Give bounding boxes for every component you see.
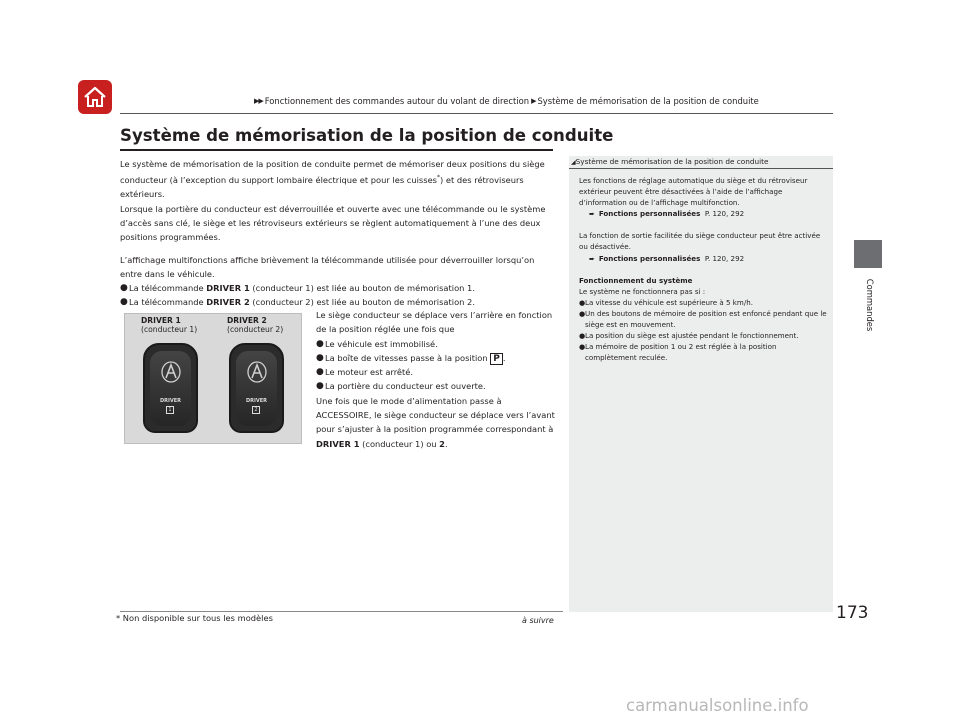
breadcrumb-arrow-icon: ▶ <box>531 97 536 105</box>
bullet-icon: ● <box>316 367 324 378</box>
column-paragraph-1: Le siège conducteur se déplace vers l’arrière en fonction de la position réglée une fois que <box>316 310 553 335</box>
sidebar-paragraph: Le système ne fonctionnera pas si : <box>579 286 706 296</box>
continued-label: à suivre <box>522 616 554 625</box>
intro-paragraph-1: Le système de mémorisation de la position de conduite permet de mémoriser deux positions du siège conducteur (à l’exception du support lombaire électrique et pour les cuisses*) et des rétroviseurs extérieurs. <box>120 159 545 200</box>
notes-sidebar <box>569 156 833 612</box>
park-position-icon: P <box>490 353 503 365</box>
cross-reference-link[interactable]: ➨ Fonctions personnalisées P. 120, 292 <box>589 209 745 219</box>
page-number: 173 <box>836 603 869 623</box>
footnote: * Non disponible sur tous les modèles <box>116 613 273 623</box>
bullet-icon: ● <box>120 283 128 294</box>
bullet-icon: ● <box>579 342 586 352</box>
fob-number: 2 <box>252 406 260 414</box>
list-item: ● Le véhicule est immobilisé. <box>316 337 556 351</box>
cross-reference-link[interactable]: ➨ Fonctions personnalisées P. 120, 292 <box>589 253 745 263</box>
sidebar-paragraph: La fonction de sortie facilitée du siège conducteur peut être activée ou désactivée. <box>579 231 821 252</box>
note-marker-icon: ◢ <box>571 159 576 166</box>
breadcrumb <box>254 96 834 106</box>
bullet-icon: ● <box>316 381 324 392</box>
fob-label-driver-1: DRIVER 1 (conducteur 1) <box>141 316 198 335</box>
fob-label-driver-2: DRIVER 2 (conducteur 2) <box>227 316 284 335</box>
list-item: ● Le moteur est arrêté. <box>316 365 556 379</box>
remote-fob-driver-1 <box>143 343 198 433</box>
header-rule <box>120 113 833 114</box>
watermark: carmanualsonline.info <box>626 696 809 715</box>
seat-movement-text <box>316 308 556 451</box>
sidebar-heading: Fonctionnement du système <box>579 275 693 285</box>
reference-arrow-icon: ➨ <box>589 210 595 219</box>
intro-text <box>120 157 556 310</box>
list-item: ● La boîte de vitesses passe à la position P . <box>316 352 506 364</box>
fob-driver-text: DRIVER <box>160 398 181 404</box>
home-button[interactable] <box>78 80 112 114</box>
home-icon <box>82 84 108 110</box>
chapter-label: Commandes <box>865 278 875 332</box>
remote-fobs-figure <box>124 313 302 444</box>
fob-driver-text: DRIVER <box>246 398 267 404</box>
column-paragraph-2: Une fois que le mode d’alimentation passe à ACCESSOIRE, le siège conducteur se déplace vers l’avant pour s’ajuster à la position programmée correspondant à DRIVER 1 (conducteur 1) ou 2. <box>316 395 555 449</box>
chapter-tab[interactable] <box>854 240 882 268</box>
reference-arrow-icon: ➨ <box>589 254 595 263</box>
bullet-icon: ● <box>316 338 324 349</box>
list-item: ● La télécommande DRIVER 2 (conducteur 2) est liée au bouton de mémorisation 2. <box>120 295 556 309</box>
bullet-icon: ● <box>579 297 586 307</box>
bullet-icon: ● <box>579 308 586 318</box>
breadcrumb-link-2[interactable]: Système de mémorisation de la position de conduite <box>537 96 759 106</box>
acura-logo-icon <box>161 361 181 383</box>
bullet-icon: ● <box>579 331 586 341</box>
list-item: ● La télécommande DRIVER 1 (conducteur 1) est liée au bouton de mémorisation 1. <box>120 281 556 295</box>
list-item: ● Un des boutons de mémoire de position est enfoncé pendant que le siège est en mouvement. <box>579 308 827 330</box>
list-item: ● La vitesse du véhicule est supérieure à 5 km/h. <box>579 297 753 307</box>
bullet-icon: ● <box>120 297 128 308</box>
list-item: ● La portière du conducteur est ouverte. <box>316 379 556 393</box>
sidebar-paragraph: Les fonctions de réglage automatique du siège et du rétroviseur extérieur peuvent être désactivées à l’aide de l’affichage d’information ou de l’affichage multifonction. <box>579 176 808 208</box>
sidebar-title: ◢Système de mémorisation de la position de conduite <box>569 156 833 169</box>
remote-fob-driver-2 <box>229 343 284 433</box>
breadcrumb-arrow-icon: ▶▶ <box>254 97 263 105</box>
title-rule <box>120 149 553 151</box>
bullet-icon: ● <box>316 352 324 363</box>
page-title: Système de mémorisation de la position de conduite <box>120 126 614 145</box>
intro-paragraph-2: Lorsque la portière du conducteur est déverrouillée et ouverte avec une télécommande ou le système d’accès sans clé, le siège et les rétroviseurs extérieurs se règlent automatiquement à l’une des deux positions programmées. <box>120 203 546 243</box>
footer-rule <box>120 611 563 612</box>
fob-number: 1 <box>166 406 174 414</box>
intro-paragraph-3: L’affichage multifonctions affiche brièvement la télécommande utilisée pour déverrouiller lorsqu’on entre dans le véhicule. <box>120 254 535 279</box>
acura-logo-icon <box>247 361 267 383</box>
list-item: ● La mémoire de position 1 ou 2 est réglée à la position complètement reculée. <box>579 342 777 363</box>
list-item: ● La position du siège est ajustée pendant le fonctionnement. <box>579 331 799 341</box>
breadcrumb-link-1[interactable]: Fonctionnement des commandes autour du volant de direction <box>264 96 530 106</box>
